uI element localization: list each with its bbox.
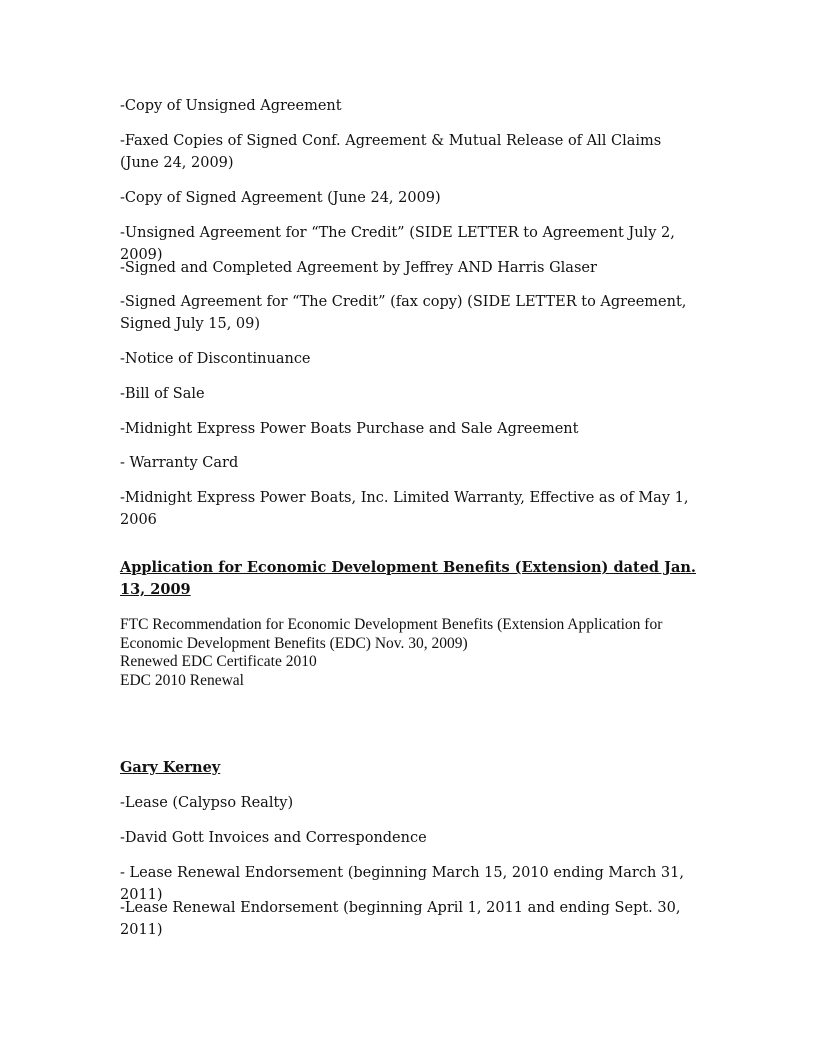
list-item: - Lease Renewal Endorsement (beginning March 15, 2010 ending March 31, 2011) xyxy=(120,865,684,903)
section-heading-gary-kerney: Gary Kerney xyxy=(120,759,221,776)
list-item: -Unsigned Agreement for “The Credit” (SIDE LETTER to Agreement July 2, 2009) xyxy=(120,225,675,263)
list-item: -Copy of Unsigned Agreement xyxy=(120,98,342,114)
list-item: FTC Recommendation for Economic Development Benefits (Extension Application for Economic Development Benefits (EDC) Nov. 30, 2009) xyxy=(120,616,663,652)
list-item: - Warranty Card xyxy=(120,455,239,471)
list-item: -Signed Agreement for “The Credit” (fax copy) (SIDE LETTER to Agreement, Signed July 15, 09) xyxy=(120,294,687,332)
list-item: -Midnight Express Power Boats, Inc. Limited Warranty, Effective as of May 1, 2006 xyxy=(120,490,689,528)
list-item: -David Gott Invoices and Correspondence xyxy=(120,830,427,846)
section-heading-edc: Application for Economic Development Benefits (Extension) dated Jan. 13, 2009 xyxy=(120,559,696,598)
list-item: -Lease Renewal Endorsement (beginning April 1, 2011 and ending Sept. 30, 2011) xyxy=(120,900,681,938)
list-item: Renewed EDC Certificate 2010 xyxy=(120,653,317,670)
list-item: -Signed and Completed Agreement by Jeffrey AND Harris Glaser xyxy=(120,260,597,276)
list-item: -Copy of Signed Agreement (June 24, 2009) xyxy=(120,190,441,206)
list-item: -Notice of Discontinuance xyxy=(120,351,311,367)
list-item: -Midnight Express Power Boats Purchase and Sale Agreement xyxy=(120,421,579,437)
list-item: EDC 2010 Renewal xyxy=(120,672,244,689)
list-item: -Faxed Copies of Signed Conf. Agreement & Mutual Release of All Claims (June 24, 2009) xyxy=(120,133,662,171)
list-item: -Bill of Sale xyxy=(120,386,205,402)
list-item: -Lease (Calypso Realty) xyxy=(120,795,294,811)
